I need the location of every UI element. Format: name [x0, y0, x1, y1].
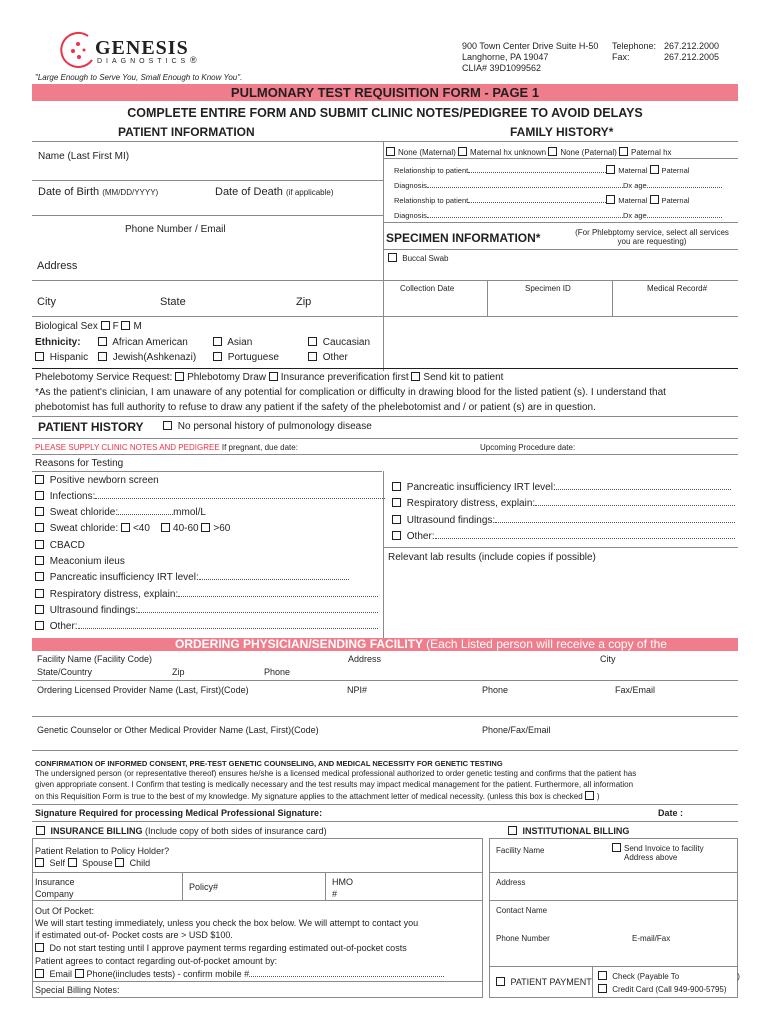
physician-heading: ORDERING PHYSICIAN/SENDING FACILITY (Each Listed person will receive a copy of the [175, 637, 667, 651]
patient-payment-checkbox[interactable] [496, 977, 505, 986]
sex-m-checkbox[interactable] [121, 321, 130, 330]
afr-checkbox[interactable] [98, 337, 107, 346]
state-label: State [160, 296, 186, 308]
consent-line-2: given appropriate consent. I Confirm that testing is medically necessary and the test results may impact medical management for the patient. Furthermore, all information [35, 780, 634, 789]
mat-unknown-checkbox[interactable] [458, 147, 467, 156]
fac-city-label: City [600, 654, 616, 664]
address-line-1: 900 Town Center Drive Suite H-50 [462, 41, 599, 51]
sex-row: Biological Sex F M [35, 321, 142, 332]
other-eth-checkbox[interactable] [308, 352, 317, 361]
form-title: PULMONARY TEST REQUISITION FORM - PAGE 1 [230, 85, 540, 100]
lab-results-label: Relevant lab results (include copies if possible) [388, 552, 596, 563]
fac-address-label: Address [348, 654, 382, 664]
none-paternal-checkbox[interactable] [548, 147, 557, 156]
city-label: City [37, 296, 56, 308]
address-line-2: Langhorne, PA 19047 [462, 52, 549, 62]
institutional-billing-checkbox[interactable] [508, 826, 517, 835]
logo-mark-icon [58, 30, 98, 72]
medical-record-label: Medical Record# [647, 284, 708, 293]
facility-name-label: Facility Name [496, 846, 545, 855]
unless-checkbox[interactable] [585, 791, 594, 800]
patient-info-heading: PATIENT INFORMATION [118, 125, 255, 139]
infections-checkbox[interactable] [35, 491, 44, 500]
meconium-checkbox[interactable] [35, 556, 44, 565]
gc-label: Genetic Counselor or Other Medical Provider Name (Last, First)(Code) [37, 725, 319, 735]
sweat-checkbox[interactable] [35, 507, 44, 516]
upcoming-label: Upcoming Procedure date: [480, 443, 576, 452]
prov-fax-label: Fax/Email [615, 685, 656, 695]
policy-label: Policy# [189, 882, 219, 892]
phone-number-label: Phone Number [496, 934, 550, 943]
ethnicity-label: Ethnicity: [35, 337, 81, 348]
facility-label: Facility Name (Facility Code) [37, 654, 153, 664]
policy-relation-label: Patient Relation to Policy Holder? [35, 846, 170, 856]
logo-name: GENESIS [95, 37, 189, 59]
collection-date-label: Collection Date [400, 284, 455, 293]
date-label: Date : [658, 808, 684, 818]
phleb-draw-checkbox[interactable] [175, 372, 184, 381]
oop-line-2: if estimated out-of- Pocket costs are > USD $100. [35, 930, 233, 940]
fac-phone-label: Phone [264, 667, 291, 677]
sweat2-checkbox[interactable] [35, 523, 44, 532]
patient-history-heading: PATIENT HISTORY [38, 420, 144, 434]
cbacd-checkbox[interactable] [35, 540, 44, 549]
send-kit-checkbox[interactable] [411, 372, 420, 381]
fac-zip-label: Zip [172, 667, 185, 677]
fax: 267.212.2005 [664, 52, 720, 62]
dob-label: Date of Birth (MM/DD/YYYY) [38, 186, 159, 198]
family-history-heading: FAMILY HISTORY* [510, 125, 614, 139]
name-label: Name (Last First MI) [38, 151, 130, 162]
sex-f-checkbox[interactable] [101, 321, 110, 330]
buccal-checkbox[interactable] [388, 253, 397, 262]
paternal-hx-checkbox[interactable] [619, 147, 628, 156]
provider-label: Ordering Licensed Provider Name (Last, First)(Code) [37, 685, 249, 695]
email-fax-label: E-mail/Fax [632, 934, 671, 943]
clia-number: CLIA# 39D1099562 [462, 63, 542, 73]
signature-label: Signature Required for processing Medical Professional Signature: [35, 808, 323, 818]
prov-phone-label: Phone [482, 685, 509, 695]
reasons-label: Reasons for Testing [35, 458, 124, 469]
portuguese-checkbox[interactable] [213, 352, 222, 361]
oop-line-1: We will start testing immediately, unless you check the box below. We will attempt to contact you [35, 918, 419, 928]
npi-label: NPI# [347, 685, 368, 695]
phleb-line-2: *As the patient's clinician, I am unaware of any potential for complication or difficulty in drawing blood for the listed patient (s). I understand that [35, 387, 666, 398]
insurance-billing-checkbox[interactable] [36, 826, 45, 835]
dod-label: Date of Death (if applicable) [215, 186, 334, 198]
state-country-label: State/Country [37, 667, 93, 677]
zip-label: Zip [296, 296, 312, 308]
phone-email-label: Phone Number / Email [125, 224, 226, 235]
fax-label: Fax: [612, 52, 630, 62]
asian-checkbox[interactable] [213, 337, 222, 346]
no-history-checkbox[interactable] [163, 421, 172, 430]
billing-address-label: Address [496, 878, 526, 887]
telephone-label: Telephone: [612, 41, 657, 51]
tagline: "Large Enough to Serve You, Small Enough to Know You". [35, 73, 243, 82]
caucasian-checkbox[interactable] [308, 337, 317, 346]
phleb-line-3: phebotomist has full authority to refuse to draw any patient if the safety of the phelebotomist and / or patient (s) are in question. [35, 402, 596, 413]
nbs-checkbox[interactable] [35, 475, 44, 484]
oop-label: Out Of Pocket: [35, 906, 95, 916]
form-subtitle: COMPLETE ENTIRE FORM AND SUBMIT CLINIC NOTES/PEDIGREE TO AVOID DELAYS [127, 106, 643, 120]
telephone: 267.212.2000 [664, 41, 720, 51]
specimen-note: (For Phlebptomy service, select all services you are requesting) [575, 228, 729, 246]
none-maternal-checkbox[interactable] [386, 147, 395, 156]
specimen-id-label: Specimen ID [525, 284, 571, 293]
special-notes-label: Special Billing Notes: [35, 985, 120, 995]
consent-line-1: The undersigned person (or representative thereof) ensures he/she is a licensed medical professional authorized to order genetic testing and confirms that the patient has [35, 769, 637, 778]
logo-sub: DIAGNOSTICS [97, 58, 190, 65]
jewish-checkbox[interactable] [98, 352, 107, 361]
do-not-start-checkbox[interactable] [35, 943, 44, 952]
oop-line-4: Patient agrees to contact regarding out-of-pocket amount by: [35, 956, 278, 966]
hispanic-checkbox[interactable] [35, 352, 44, 361]
specimen-heading: SPECIMEN INFORMATION* [386, 231, 541, 245]
contact-name-label: Contact Name [496, 906, 548, 915]
consent-heading: CONFIRMATION OF INFORMED CONSENT, PRE-TEST GENETIC COUNSELING, AND MEDICAL NECESSITY FOR GENETIC TESTING [35, 759, 503, 768]
ins-preverify-checkbox[interactable] [269, 372, 278, 381]
gc-phone-label: Phone/Fax/Email [482, 725, 551, 735]
address-label: Address [37, 260, 78, 272]
